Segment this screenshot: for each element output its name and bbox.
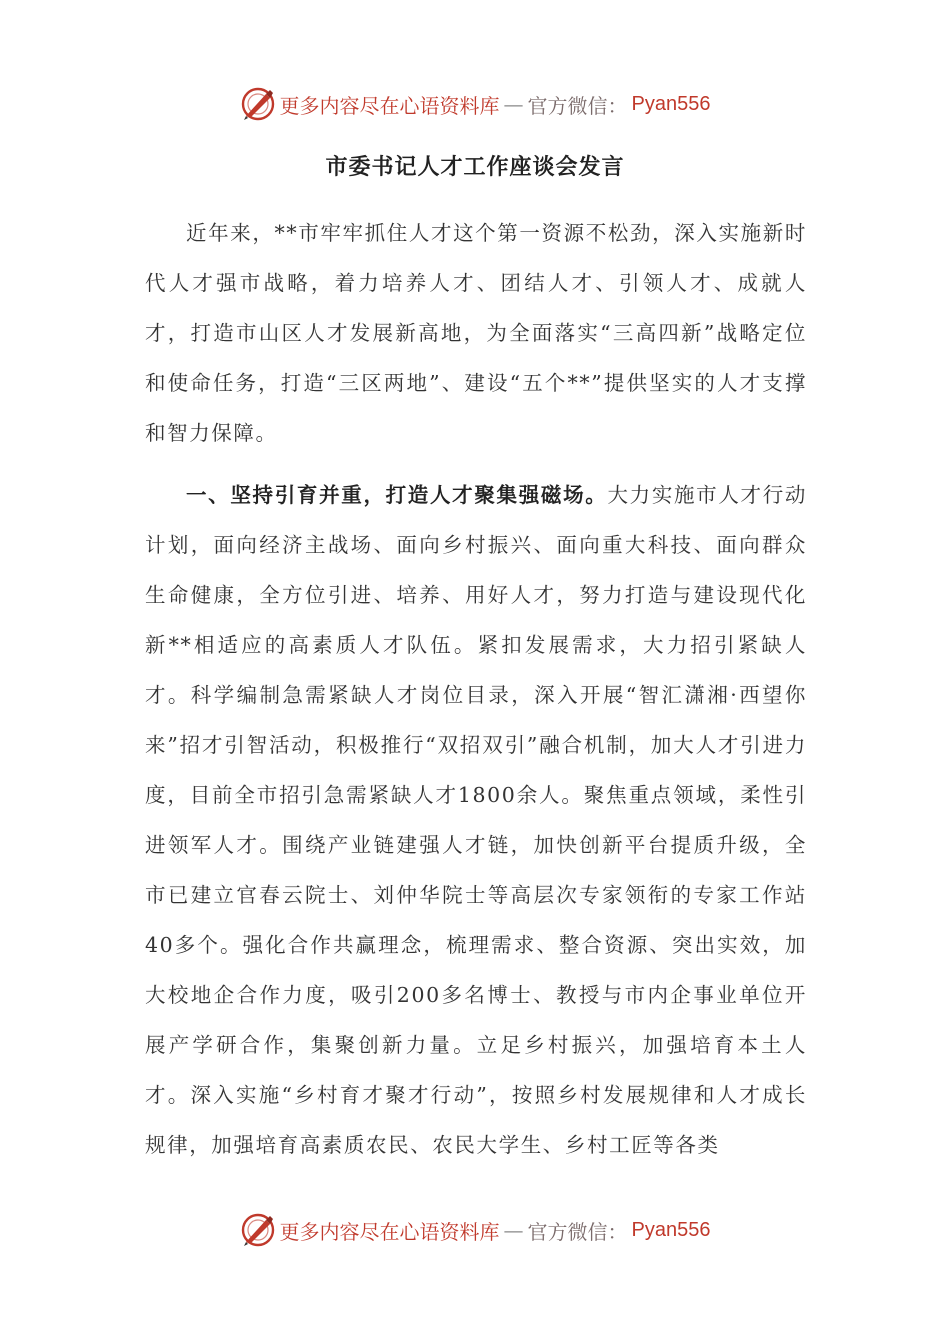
banner-wechat-id: Pyan556 — [631, 92, 711, 115]
brand-logo-icon — [240, 86, 276, 122]
document-title: 市委书记人才工作座谈会发言 — [325, 154, 625, 180]
brand-logo-icon — [240, 1212, 276, 1248]
banner-wechat-label: 官方微信： — [527, 1219, 628, 1244]
document-body — [145, 208, 807, 1170]
banner-wechat-id: Pyan556 — [631, 1218, 711, 1241]
banner-wechat-label: 官方微信： — [527, 93, 628, 118]
paragraph-intro: 近年来，**市牢牢抓住人才这个第一资源不松劲，深入实施新时代人才强市战略，着力培养人才、团结人才、引领人才、成就人才，打造市山区人才发展新高地，为全面落实“三高四新”战略定位和使命任务，打造“三区两地”、建设“五个**”提供坚实的人才支撑和智力保障。 — [145, 221, 807, 445]
section-1-body: 大力实施市人才行动计划，面向经济主战场、面向乡村振兴、面向重大科技、面向群众生命健康，全方位引进、培养、用好人才，努力打造与建设现代化新**相适应的高素质人才队伍。紧扣发展需求，大力招引紧缺人才。科学编制急需紧缺人才岗位目录，深入开展“智汇潇湘·西望你来”招才引智活动，积极推行“双招双引”融合机制，加大人才引进力度，目前全市招引急需紧缺人才1800余人。聚焦重点领域，柔性引进领军人才。围绕产业链建强人才链，加快创新平台提质升级，全市已建立官春云院士、刘仲华院士等高层次专家领衔的专家工作站40多个。强化合作共赢理念，梳理需求、整合资源、突出实效，加大校地企合作力度，吸引200多名博士、教授与市内企事业单位开展产学研合作，集聚创新力量。立足乡村振兴，加强培育本土人才。深入实施“乡村育才聚才行动”，按照乡村发展规律和人才成长规律，加强培育高素质农民、农民大学生、乡村工匠等各类 — [145, 483, 808, 1157]
banner-main-text: 更多内容尽在心语资料库 — [279, 1219, 500, 1244]
banner-dash: — — [503, 1218, 524, 1242]
paragraph-section-1 — [145, 470, 807, 1170]
section-1-heading: 一、坚持引育并重，打造人才聚集强磁场。 — [186, 483, 608, 507]
banner-dash: — — [503, 92, 524, 116]
banner-main-text: 更多内容尽在心语资料库 — [279, 93, 500, 118]
footer-banner — [0, 1210, 950, 1250]
header-banner — [0, 84, 950, 124]
